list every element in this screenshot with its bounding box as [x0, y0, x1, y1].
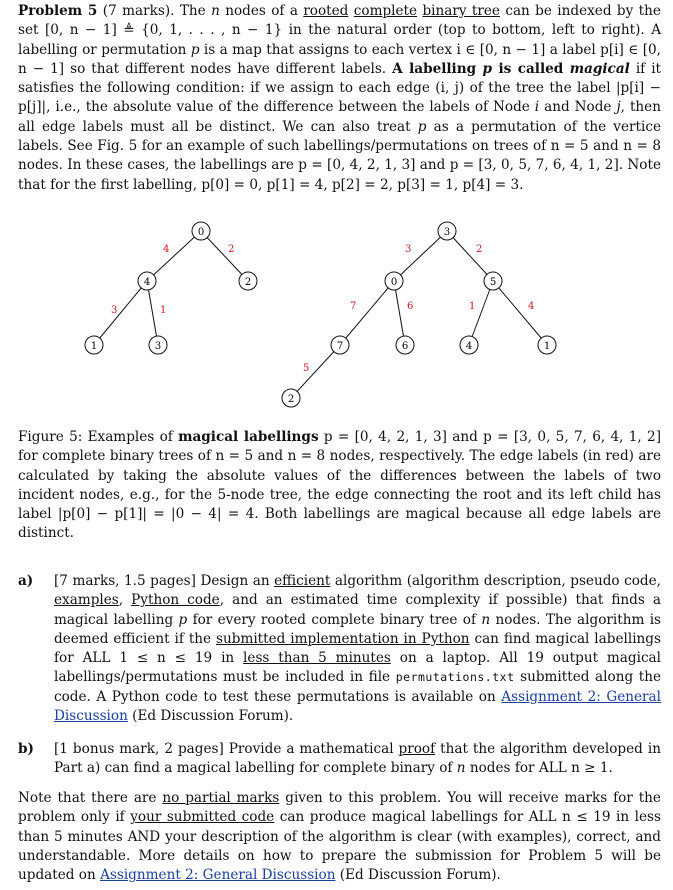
tree-node — [331, 336, 349, 354]
tree1-nodes — [85, 222, 257, 354]
tree-node — [149, 336, 167, 354]
edge-label: 1 — [469, 301, 476, 312]
figure-trees — [0, 208, 673, 428]
tree-node — [138, 272, 156, 290]
edge-label: 2 — [476, 244, 483, 255]
svg-text:5: 5 — [489, 277, 497, 288]
discussion-link-note[interactable]: Assignment 2: General Discussion — [100, 867, 336, 884]
svg-text:2: 2 — [244, 277, 252, 288]
svg-text:0: 0 — [390, 277, 398, 288]
svg-text:1: 1 — [90, 341, 98, 352]
svg-text:3: 3 — [154, 341, 162, 352]
tree1-edge-labels — [111, 244, 234, 316]
edge-label: 7 — [350, 301, 357, 312]
tree-node — [85, 336, 103, 354]
tree-node — [438, 222, 456, 240]
tree-node — [192, 222, 210, 240]
edge-label: 3 — [111, 305, 118, 316]
svg-text:4: 4 — [143, 277, 151, 288]
tree2-edge-labels — [303, 244, 534, 374]
file-name: permutations.txt — [395, 670, 515, 685]
part-b: b) [1 bonus mark, 2 pages] Provide a mathematical proof that the algorithm developed in Part a) can find a magical labelling for complete binary of n nodes for ALL n ≥ 1. — [18, 741, 661, 777]
svg-text:3: 3 — [443, 227, 451, 238]
edge-label: 4 — [528, 301, 535, 312]
svg-text:7: 7 — [336, 341, 344, 352]
problem-heading: Problem 5 — [18, 3, 98, 19]
tree-node — [484, 272, 502, 290]
edge-label: 2 — [228, 244, 235, 255]
tree-node — [460, 336, 478, 354]
svg-text:6: 6 — [401, 341, 409, 352]
svg-text:1: 1 — [543, 341, 551, 352]
svg-text:2: 2 — [287, 394, 295, 405]
tree-node — [239, 272, 257, 290]
tree-node — [396, 336, 414, 354]
edge-label: 1 — [160, 305, 167, 316]
note-paragraph: Note that there are no partial marks given to this problem. You will receive marks for the problem only if your submitted code can produce magical labellings for ALL n ≤ 19 in less than 5 minutes AND your description of the algorithm is clear (with examples), correct, and understandable. More details on how to prepare the submission for Problem 5 will be updated on Assignment 2: General Discussion (Ed Discussion Forum). — [18, 790, 661, 884]
tree-node — [282, 389, 300, 407]
discussion-link-a[interactable]: Assignment 2: General Discussion — [54, 688, 661, 725]
edge-label: 3 — [405, 244, 412, 255]
problem-statement: Problem 5 (7 marks). The n nodes of a rooted complete binary tree can be indexed by the set [0, n − 1] ≜ {0, 1, . . . , n − 1} in the natural order (top to bottom, left to right). A labelling or permutation p is a map that assigns to each vertex i ∈ [0, n − 1] a label p[i] ∈ [0, n − 1] so that different nodes have different labels. A labelling p is called magical if it satisfies the following condition: if we assign to each edge (i, j) of the tree the label |p[i] − p[j]|, i.e., the absolute value of the difference between the labels of Node i and Node j, then all edge labels must all be distinct. We can also treat p as a permutation of the vertice labels. See Fig. 5 for an example of such labellings/permutations on trees of n = 5 and n = 8 nodes. In these cases, the labellings are p = [0, 4, 2, 1, 3] and p = [3, 0, 5, 7, 6, 4, 1, 2]. Note that for the first labelling, p[0] = 0, p[1] = 4, p[2] = 2, p[3] = 1, p[4] = 3. — [18, 3, 662, 193]
figure-caption: Figure 5: Examples of magical labellings p = [0, 4, 2, 1, 3] and p = [3, 0, 5, 7, 6, 4, 1, 2] for complete binary trees of n = 5 and n = 8 nodes, respectively. The edge labels (in red) are calculated by taking the absolute values of the differences between the labels of two incident nodes, e.g., for the 5-node tree, the edge connecting the root and its left child has label |p[0] − p[1]| = |0 − 4| = 4. Both labellings are magical because all edge labels are distinct. — [18, 429, 662, 542]
edge-label: 5 — [303, 363, 310, 374]
tree2-nodes — [282, 222, 556, 407]
svg-text:4: 4 — [465, 341, 473, 352]
tree-node — [385, 272, 403, 290]
edge-label: 6 — [407, 301, 414, 312]
tree-node — [538, 336, 556, 354]
part-a: a) [7 marks, 1.5 pages] Design an efficient algorithm (algorithm description, pseudo code, examples, Python code, and an estimated time complexity if possible) that finds a magical labelling p for every rooted complete binary tree of n nodes. The algorithm is deemed efficient if the submitted implementation in Python can find magical labellings for ALL 1 ≤ n ≤ 19 in less than 5 minutes on a laptop. All 19 output magical labellings/permutations must be included in file permutations.txt submitted along the code. A Python code to test these permutations is available on Assignment 2: General Discussion (Ed Discussion Forum). — [18, 573, 662, 725]
svg-text:0: 0 — [197, 227, 205, 238]
edge-label: 4 — [163, 244, 170, 255]
